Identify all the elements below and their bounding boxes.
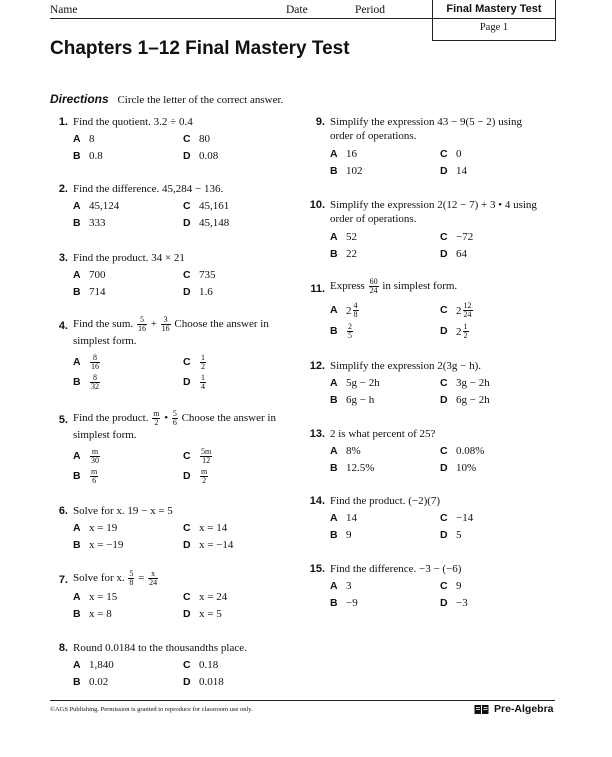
footer-rule xyxy=(50,700,555,701)
option-d[interactable]: D $\frac{1}{4}$ xyxy=(183,373,205,391)
option-d[interactable]: D 0.018 xyxy=(183,676,224,688)
option-c[interactable]: C x = 24 xyxy=(183,591,228,603)
date-label: Date xyxy=(286,4,308,16)
question-text: Solve for x. $\frac{5}{8}$ = $\frac{x}{24}$ xyxy=(73,569,158,587)
option-a[interactable]: A $\frac{8}{16}$ xyxy=(73,353,99,371)
option-d[interactable]: D 1.6 xyxy=(183,286,213,298)
option-d[interactable]: D $\frac{m}{2}$ xyxy=(183,467,208,485)
question-7 xyxy=(50,570,300,624)
option-d[interactable]: D 64 xyxy=(440,248,467,260)
question-1 xyxy=(50,115,300,165)
question-number: 7. xyxy=(58,574,68,586)
option-d[interactable]: D 5 xyxy=(440,529,462,541)
question-text: Find the product. $\frac{m}{2}$ • $\frac{5}{6}$ Choose the answer in xyxy=(73,409,276,427)
question-2 xyxy=(50,182,300,232)
question-15 xyxy=(307,562,557,612)
header-rule xyxy=(50,18,432,19)
option-b[interactable]: B $\frac{2}{5}$ xyxy=(330,322,352,340)
question-text-line2: simplest form. xyxy=(73,335,137,347)
option-b[interactable]: B 333 xyxy=(73,217,106,229)
option-a[interactable]: A 16 xyxy=(330,148,357,160)
option-b[interactable]: B 714 xyxy=(73,286,106,298)
question-number: 14. xyxy=(309,495,325,507)
question-number: 8. xyxy=(58,642,68,654)
option-c[interactable]: C $\frac{5m}{12}$ xyxy=(183,447,212,465)
option-b[interactable]: B 9 xyxy=(330,529,352,541)
option-a[interactable]: A 14 xyxy=(330,512,357,524)
question-text: Find the difference. 45,284 − 136. xyxy=(73,183,224,195)
question-text: Simplify the expression 2(12 − 7) + 3 • 4 using xyxy=(330,199,537,211)
option-a[interactable]: A x = 15 xyxy=(73,591,118,603)
option-c[interactable]: C 45,161 xyxy=(183,200,230,212)
test-label: Final Mastery Test xyxy=(446,3,542,15)
question-text: Express $\frac{60}{24}$ in simplest form. xyxy=(330,277,458,295)
option-a[interactable]: A 8% xyxy=(330,445,361,457)
question-text-line2: order of operations. xyxy=(330,130,417,142)
option-b[interactable]: B 0.02 xyxy=(73,676,109,688)
option-b[interactable]: B $\frac{8}{32}$ xyxy=(73,373,99,391)
fraction: $\frac{x}{24}$ xyxy=(149,569,158,587)
option-d[interactable]: D 10% xyxy=(440,462,477,474)
option-a[interactable]: A 45,124 xyxy=(73,200,120,212)
option-b[interactable]: B x = −19 xyxy=(73,539,124,551)
option-d[interactable]: D x = 5 xyxy=(183,608,222,620)
question-text-line2: order of operations. xyxy=(330,213,417,225)
option-b[interactable]: B 102 xyxy=(330,165,363,177)
question-4 xyxy=(50,316,310,396)
copyright-text: ©AGS Publishing. Permission is granted to reproduce for classroom use only. xyxy=(50,706,253,713)
question-number: 4. xyxy=(58,320,68,332)
question-number: 3. xyxy=(58,252,68,264)
option-a[interactable]: A x = 19 xyxy=(73,522,118,534)
option-a[interactable]: A 3 xyxy=(330,580,352,592)
option-d[interactable]: D 14 xyxy=(440,165,467,177)
page-title: Chapters 1–12 Final Mastery Test xyxy=(50,38,350,59)
option-c[interactable]: C −14 xyxy=(440,512,474,524)
question-number: 10. xyxy=(309,199,325,211)
question-text: Simplify the expression 2(3g − h). xyxy=(330,360,482,372)
option-c[interactable]: C −72 xyxy=(440,231,474,243)
question-text: Find the product. (−2)(7) xyxy=(330,495,441,507)
option-d[interactable]: D 6g − 2h xyxy=(440,394,490,406)
directions xyxy=(50,92,283,106)
option-c[interactable]: C 0.08% xyxy=(440,445,485,457)
question-text: Solve for x. 19 − x = 5 xyxy=(73,505,173,517)
option-b[interactable]: B 6g − h xyxy=(330,394,375,406)
question-text: Find the difference. −3 − (−6) xyxy=(330,563,462,575)
option-b[interactable]: B 22 xyxy=(330,248,357,260)
fraction: $\frac{5}{16}$ xyxy=(137,315,146,333)
question-number: 2. xyxy=(58,183,68,195)
option-a[interactable]: A 5g − 2h xyxy=(330,377,380,389)
page-label: Page 1 xyxy=(479,22,509,33)
question-text: Find the sum. $\frac{5}{16}$ + $\frac{3}{16}$ Choose the answer in xyxy=(73,315,269,333)
directions-text: Circle the letter of the correct answer. xyxy=(117,94,284,106)
period-label: Period xyxy=(355,4,386,16)
option-a[interactable]: A 700 xyxy=(73,269,106,281)
brand-label: Pre-Algebra xyxy=(494,703,554,715)
book-icon xyxy=(474,704,489,715)
option-a[interactable]: A 8 xyxy=(73,133,95,145)
option-b[interactable]: B 0.8 xyxy=(73,150,103,162)
option-b[interactable]: B $\frac{m}{6}$ xyxy=(73,467,98,485)
question-number: 6. xyxy=(58,505,68,517)
option-d[interactable]: D 2 $\frac{1}{2}$ xyxy=(440,322,468,340)
question-14 xyxy=(307,494,557,544)
option-c[interactable]: C 80 xyxy=(183,133,210,145)
option-a[interactable]: A 2 $\frac{4}{8}$ xyxy=(330,301,358,319)
option-d[interactable]: D −3 xyxy=(440,597,468,609)
question-text: Find the product. 34 × 21 xyxy=(73,252,185,264)
question-text: Find the quotient. 3.2 ÷ 0.4 xyxy=(73,116,193,128)
option-d[interactable]: D 45,148 xyxy=(183,217,230,229)
question-13 xyxy=(307,427,557,477)
option-c[interactable]: C x = 14 xyxy=(183,522,228,534)
test-info-box xyxy=(432,0,556,41)
option-a[interactable]: A 1,840 xyxy=(73,659,114,671)
question-number: 15. xyxy=(309,563,325,575)
option-c[interactable]: C 3g − 2h xyxy=(440,377,490,389)
option-c[interactable]: C 735 xyxy=(183,269,216,281)
fraction: $\frac{5}{8}$ xyxy=(129,569,134,587)
option-a[interactable]: A 52 xyxy=(330,231,357,243)
option-c[interactable]: C 2 $\frac{12}{24}$ xyxy=(440,301,472,319)
question-text-line2: simplest form. xyxy=(73,429,137,441)
option-b[interactable]: B 12.5% xyxy=(330,462,375,474)
test-box-divider xyxy=(433,18,555,19)
fraction: $\frac{m}{2}$ xyxy=(153,409,160,427)
option-b[interactable]: B −9 xyxy=(330,597,358,609)
question-text: Round 0.0184 to the thousandths place. xyxy=(73,642,247,654)
question-5 xyxy=(50,410,310,490)
question-11 xyxy=(307,278,557,346)
question-number: 9. xyxy=(315,116,325,128)
option-b[interactable]: B x = 8 xyxy=(73,608,112,620)
question-8 xyxy=(50,641,300,691)
question-number: 11. xyxy=(310,283,325,295)
question-number: 13. xyxy=(309,428,325,440)
option-c[interactable]: C 0 xyxy=(440,148,462,160)
question-number: 12. xyxy=(309,360,325,372)
option-c[interactable]: C $\frac{1}{2}$ xyxy=(183,353,205,371)
fraction: $\frac{3}{16}$ xyxy=(161,315,170,333)
option-a[interactable]: A $\frac{m}{30}$ xyxy=(73,447,99,465)
question-9 xyxy=(307,115,557,179)
option-c[interactable]: C 9 xyxy=(440,580,462,592)
option-c[interactable]: C 0.18 xyxy=(183,659,219,671)
question-3 xyxy=(50,251,300,301)
question-number: 1. xyxy=(58,116,68,128)
name-label: Name xyxy=(50,4,78,16)
question-10 xyxy=(307,198,557,262)
option-d[interactable]: D 0.08 xyxy=(183,150,219,162)
question-number: 5. xyxy=(58,414,68,426)
question-6 xyxy=(50,504,300,554)
fraction: $\frac{5}{6}$ xyxy=(172,409,177,427)
question-12 xyxy=(307,359,557,409)
question-text: 2 is what percent of 25? xyxy=(330,428,436,440)
question-text: Simplify the expression 43 − 9(5 − 2) using xyxy=(330,116,523,128)
option-d[interactable]: D x = −14 xyxy=(183,539,234,551)
directions-label: Directions xyxy=(50,92,109,106)
fraction: $\frac{60}{24}$ xyxy=(369,277,378,295)
